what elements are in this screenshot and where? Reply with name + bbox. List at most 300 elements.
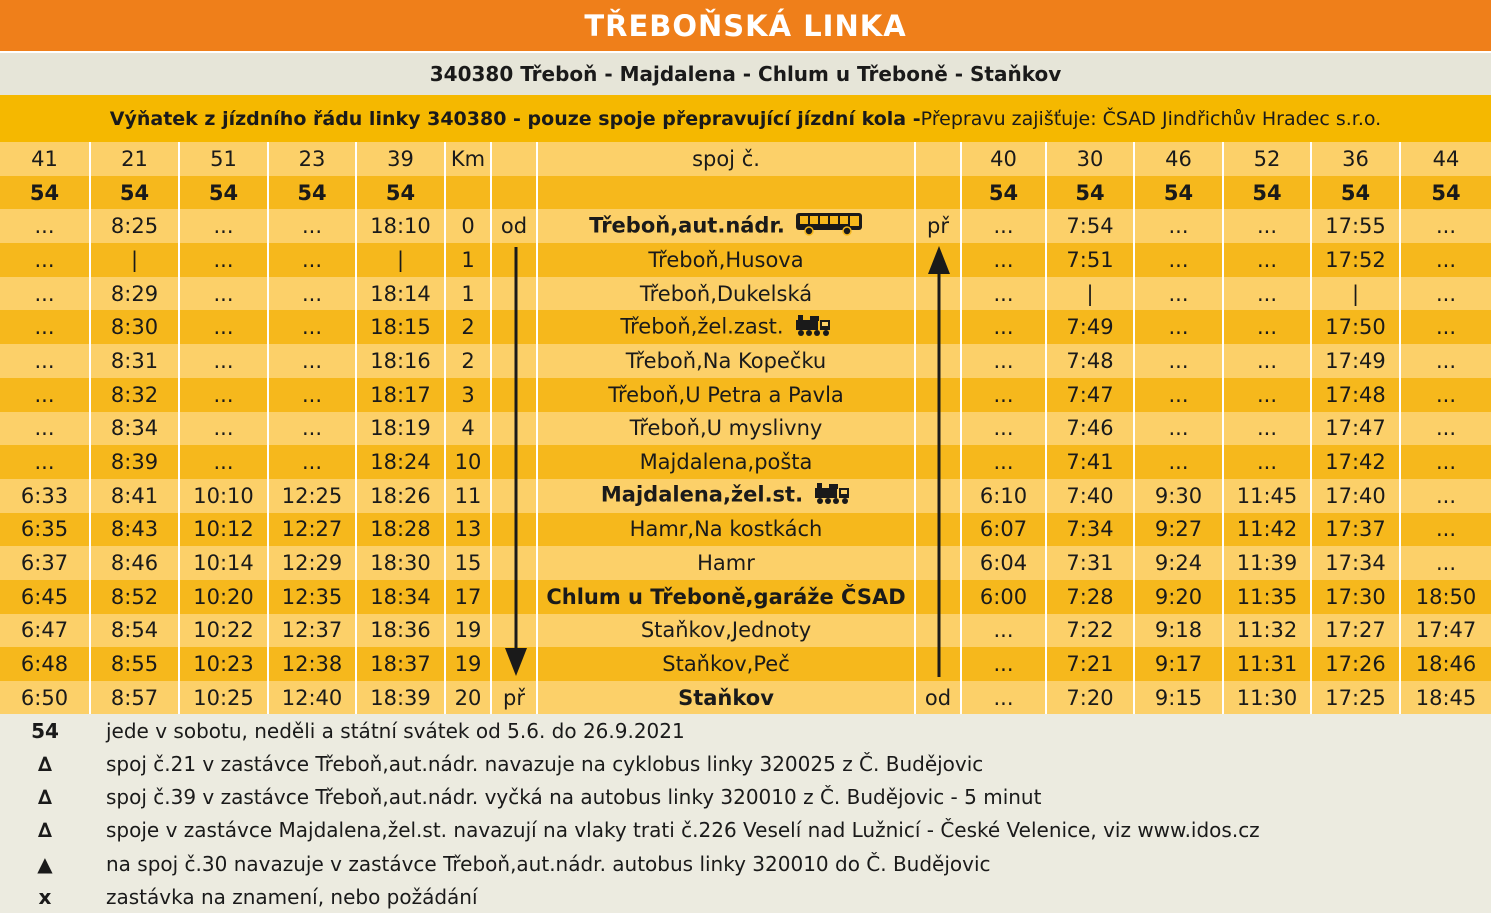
stop-name: Třeboň,U Petra a Pavla xyxy=(608,382,844,407)
km-value: 1 xyxy=(445,243,491,277)
stop-name-cell xyxy=(537,681,915,715)
departure-time: 10:23 xyxy=(179,647,268,681)
departure-time: ... xyxy=(1400,479,1491,513)
stop-name: Majdalena,žel.st. xyxy=(600,482,804,507)
departure-time: 6:35 xyxy=(0,513,90,547)
departure-time: ... xyxy=(0,243,90,277)
departure-time: ... xyxy=(1223,277,1311,311)
stop-name: Chlum u Třeboně,garáže ČSAD xyxy=(546,584,906,609)
departure-time: 10:12 xyxy=(179,513,268,547)
departure-time: 9:15 xyxy=(1134,681,1223,715)
stop-name-cell xyxy=(537,580,915,614)
legend-text: jede v sobotu, neděli a státní svátek od 5.6. do 26.9.2021 xyxy=(106,718,685,743)
departure-time: 7:54 xyxy=(1046,209,1134,243)
table-row xyxy=(0,580,1491,614)
departure-time: 18:14 xyxy=(356,277,445,311)
dir-header-left xyxy=(491,142,537,176)
table-row xyxy=(0,479,1491,513)
departure-time: ... xyxy=(0,378,90,412)
trip-number: 51 xyxy=(179,142,268,176)
direction-marker-left xyxy=(491,513,537,547)
direction-marker-left xyxy=(491,277,537,311)
departure-time: 17:27 xyxy=(1311,614,1400,648)
table-row xyxy=(0,614,1491,648)
departure-time: ... xyxy=(1223,243,1311,277)
departure-time: 18:10 xyxy=(356,209,445,243)
departure-time: 6:33 xyxy=(0,479,90,513)
stop-name: Hamr xyxy=(697,551,755,576)
departure-time: 8:32 xyxy=(90,378,179,412)
departure-time: ... xyxy=(1134,277,1223,311)
departure-time: 17:48 xyxy=(1311,378,1400,412)
departure-time: ... xyxy=(1400,546,1491,580)
carrier-note: Přepravu zajišťuje: ČSAD Jindřichův Hradec s.r.o. xyxy=(920,107,1382,130)
direction-marker-right xyxy=(915,580,961,614)
stop-name-cell xyxy=(537,479,915,513)
departure-time: ... xyxy=(1400,412,1491,446)
departure-time: 8:34 xyxy=(90,412,179,446)
departure-time: ... xyxy=(1134,310,1223,344)
trip-number: 23 xyxy=(268,142,356,176)
km-value: 19 xyxy=(445,647,491,681)
trip-code: 54 xyxy=(268,176,356,210)
departure-time: ... xyxy=(179,243,268,277)
departure-time: 18:26 xyxy=(356,479,445,513)
departure-time: 8:39 xyxy=(90,445,179,479)
km-value: 10 xyxy=(445,445,491,479)
departure-time: ... xyxy=(961,209,1046,243)
excerpt-note-bar xyxy=(0,95,1491,142)
header-code-row xyxy=(0,176,1491,210)
stop-name-cell xyxy=(537,412,915,446)
table-row xyxy=(0,681,1491,715)
trip-code: 54 xyxy=(1134,176,1223,210)
departure-time: ... xyxy=(0,412,90,446)
direction-marker-left xyxy=(491,479,537,513)
departure-time: ... xyxy=(961,647,1046,681)
direction-marker-left xyxy=(491,344,537,378)
km-value: 4 xyxy=(445,412,491,446)
departure-time: 18:37 xyxy=(356,647,445,681)
departure-time: 12:40 xyxy=(268,681,356,715)
table-row xyxy=(0,647,1491,681)
direction-marker-right xyxy=(915,546,961,580)
departure-time: 9:30 xyxy=(1134,479,1223,513)
direction-marker-right: př xyxy=(915,209,961,243)
departure-time: 18:36 xyxy=(356,614,445,648)
departure-time: ... xyxy=(961,277,1046,311)
table-row xyxy=(0,243,1491,277)
departure-time: 18:16 xyxy=(356,344,445,378)
legend-text: na spoj č.30 navazuje v zastávce Třeboň,aut.nádr. autobus linky 320010 do Č. Budějovic xyxy=(106,851,991,876)
stop-name: Staňkov,Jednoty xyxy=(640,618,812,643)
departure-time: 8:43 xyxy=(90,513,179,547)
departure-time: ... xyxy=(0,277,90,311)
departure-time: 7:28 xyxy=(1046,580,1134,614)
km-header: Km xyxy=(445,142,491,176)
departure-time: 11:31 xyxy=(1223,647,1311,681)
table-row xyxy=(0,513,1491,547)
dir-header-right xyxy=(915,142,961,176)
departure-time: 12:27 xyxy=(268,513,356,547)
direction-marker-right xyxy=(915,243,961,277)
departure-time: ... xyxy=(961,310,1046,344)
legend-item xyxy=(0,714,685,747)
legend-item xyxy=(0,881,478,913)
departure-time: 11:45 xyxy=(1223,479,1311,513)
trip-code: 54 xyxy=(356,176,445,210)
departure-time: ... xyxy=(179,209,268,243)
departure-time: ... xyxy=(268,344,356,378)
departure-time: ... xyxy=(179,412,268,446)
route-subtitle-bar xyxy=(0,53,1491,95)
km-value: 2 xyxy=(445,344,491,378)
direction-marker-right: od xyxy=(915,681,961,715)
table-row xyxy=(0,310,1491,344)
trip-number: 46 xyxy=(1134,142,1223,176)
title-bar xyxy=(0,0,1491,53)
departure-time: ... xyxy=(1223,344,1311,378)
timetable xyxy=(0,142,1491,715)
km-value: 15 xyxy=(445,546,491,580)
departure-time: ... xyxy=(1400,277,1491,311)
direction-marker-right xyxy=(915,647,961,681)
stop-name: Třeboň,Na Kopečku xyxy=(625,348,827,373)
km-value: 11 xyxy=(445,479,491,513)
departure-time: ... xyxy=(1400,344,1491,378)
direction-marker-left xyxy=(491,546,537,580)
direction-marker-left xyxy=(491,445,537,479)
departure-time: 18:19 xyxy=(356,412,445,446)
departure-time: 8:31 xyxy=(90,344,179,378)
departure-time: 17:34 xyxy=(1311,546,1400,580)
departure-time: 7:47 xyxy=(1046,378,1134,412)
direction-marker-left xyxy=(491,412,537,446)
departure-time: ... xyxy=(179,378,268,412)
table-row xyxy=(0,546,1491,580)
stop-name: Třeboň,žel.zast. xyxy=(620,314,784,339)
train-icon xyxy=(813,481,851,510)
departure-time: ... xyxy=(1134,209,1223,243)
trip-code: 54 xyxy=(90,176,179,210)
direction-marker-right xyxy=(915,479,961,513)
departure-time: ... xyxy=(179,445,268,479)
dir-empty xyxy=(491,176,537,210)
departure-time: ... xyxy=(1400,513,1491,547)
stop-name: Třeboň,Husova xyxy=(648,247,804,272)
stop-name-cell xyxy=(537,277,915,311)
direction-marker-right xyxy=(915,445,961,479)
departure-time: ... xyxy=(0,310,90,344)
legend-text: spoj č.39 v zastávce Třeboň,aut.nádr. vyčká na autobus linky 320010 z Č. Budějovic - 5 minut xyxy=(106,785,1042,810)
departure-time: 8:29 xyxy=(90,277,179,311)
km-value: 3 xyxy=(445,378,491,412)
km-value: 17 xyxy=(445,580,491,614)
departure-time: 9:24 xyxy=(1134,546,1223,580)
legend-symbol: 54 xyxy=(31,718,59,743)
departure-time: ... xyxy=(961,445,1046,479)
departure-time: | xyxy=(90,243,179,277)
departure-time: 7:31 xyxy=(1046,546,1134,580)
direction-marker-left: př xyxy=(491,681,537,715)
departure-time: 18:30 xyxy=(356,546,445,580)
bus-icon xyxy=(795,212,863,241)
departure-time: 6:50 xyxy=(0,681,90,715)
departure-time: 7:46 xyxy=(1046,412,1134,446)
departure-time: 6:37 xyxy=(0,546,90,580)
route-subtitle: 340380 Třeboň - Majdalena - Chlum u Třeboně - Staňkov xyxy=(429,62,1062,86)
departure-time: 6:10 xyxy=(961,479,1046,513)
direction-marker-right xyxy=(915,412,961,446)
departure-time: 12:38 xyxy=(268,647,356,681)
departure-time: ... xyxy=(1134,412,1223,446)
departure-time: 8:55 xyxy=(90,647,179,681)
legend-symbol: ∆ xyxy=(38,818,52,843)
direction-marker-right xyxy=(915,513,961,547)
stop-name-cell xyxy=(537,513,915,547)
departure-time: ... xyxy=(268,277,356,311)
departure-time: 9:17 xyxy=(1134,647,1223,681)
trip-code: 54 xyxy=(961,176,1046,210)
km-empty xyxy=(445,176,491,210)
departure-time: 7:48 xyxy=(1046,344,1134,378)
trip-number: 41 xyxy=(0,142,90,176)
stop-name-cell xyxy=(537,378,915,412)
departure-time: ... xyxy=(961,412,1046,446)
departure-time: 6:45 xyxy=(0,580,90,614)
departure-time: 12:25 xyxy=(268,479,356,513)
departure-time: 18:45 xyxy=(1400,681,1491,715)
departure-time: ... xyxy=(961,344,1046,378)
km-value: 19 xyxy=(445,614,491,648)
departure-time: 7:34 xyxy=(1046,513,1134,547)
legend-symbol: ∆ xyxy=(38,751,52,776)
departure-time: 10:14 xyxy=(179,546,268,580)
departure-time: 7:41 xyxy=(1046,445,1134,479)
legend-item xyxy=(0,814,1260,847)
stop-name: Třeboň,aut.nádr. xyxy=(589,213,785,238)
trip-code: 54 xyxy=(179,176,268,210)
departure-time: 18:15 xyxy=(356,310,445,344)
km-value: 2 xyxy=(445,310,491,344)
direction-marker-right xyxy=(915,614,961,648)
departure-time: | xyxy=(356,243,445,277)
departure-time: 7:22 xyxy=(1046,614,1134,648)
direction-marker-right xyxy=(915,344,961,378)
departure-time: 7:21 xyxy=(1046,647,1134,681)
departure-time: 9:27 xyxy=(1134,513,1223,547)
legend-item xyxy=(0,781,1041,814)
departure-time: ... xyxy=(1400,310,1491,344)
departure-time: 9:20 xyxy=(1134,580,1223,614)
departure-time: ... xyxy=(0,344,90,378)
departure-time: 17:37 xyxy=(1311,513,1400,547)
departure-time: ... xyxy=(1223,310,1311,344)
departure-time: 17:55 xyxy=(1311,209,1400,243)
direction-marker-left xyxy=(491,243,537,277)
stop-name-cell xyxy=(537,647,915,681)
trip-code: 54 xyxy=(0,176,90,210)
direction-marker-left xyxy=(491,580,537,614)
departure-time: ... xyxy=(0,209,90,243)
departure-time: 7:20 xyxy=(1046,681,1134,715)
departure-time: 17:25 xyxy=(1311,681,1400,715)
trip-number: 39 xyxy=(356,142,445,176)
legend-item xyxy=(0,747,983,780)
departure-time: 6:47 xyxy=(0,614,90,648)
trip-number: 30 xyxy=(1046,142,1134,176)
departure-time: 11:35 xyxy=(1223,580,1311,614)
departure-time: ... xyxy=(1134,378,1223,412)
departure-time: 17:47 xyxy=(1400,614,1491,648)
trip-number: 40 xyxy=(961,142,1046,176)
departure-time: 10:25 xyxy=(179,681,268,715)
direction-marker-left xyxy=(491,614,537,648)
trip-number: 21 xyxy=(90,142,179,176)
table-row xyxy=(0,445,1491,479)
trip-code: 54 xyxy=(1046,176,1134,210)
departure-time: 8:41 xyxy=(90,479,179,513)
departure-time: 10:22 xyxy=(179,614,268,648)
trip-code: 54 xyxy=(1400,176,1491,210)
departure-time: ... xyxy=(179,310,268,344)
legend-symbol: ∆ xyxy=(38,785,52,810)
departure-time: 8:52 xyxy=(90,580,179,614)
departure-time: 11:39 xyxy=(1223,546,1311,580)
departure-time: 6:07 xyxy=(961,513,1046,547)
departure-time: ... xyxy=(1400,445,1491,479)
page-title: TŘEBOŇSKÁ LINKA xyxy=(584,8,907,43)
departure-time: 8:46 xyxy=(90,546,179,580)
trip-number: 36 xyxy=(1311,142,1400,176)
stop-name-cell xyxy=(537,310,915,344)
stop-name-cell xyxy=(537,445,915,479)
departure-time: ... xyxy=(179,277,268,311)
departure-time: ... xyxy=(1400,378,1491,412)
departure-time: ... xyxy=(268,445,356,479)
departure-time: ... xyxy=(1223,378,1311,412)
table-row xyxy=(0,412,1491,446)
departure-time: 18:24 xyxy=(356,445,445,479)
km-value: 13 xyxy=(445,513,491,547)
departure-time: 7:51 xyxy=(1046,243,1134,277)
stop-name: Třeboň,Dukelská xyxy=(639,281,813,306)
stop-name: Třeboň,U myslivny xyxy=(629,416,823,441)
departure-time: 17:26 xyxy=(1311,647,1400,681)
table-row xyxy=(0,209,1491,243)
departure-time: 7:49 xyxy=(1046,310,1134,344)
dir-empty xyxy=(915,176,961,210)
direction-marker-right xyxy=(915,378,961,412)
departure-time: ... xyxy=(961,243,1046,277)
legend-item xyxy=(0,847,991,880)
departure-time: ... xyxy=(1134,344,1223,378)
spoj-header: spoj č. xyxy=(537,142,915,176)
legend-text: zastávka na znamení, nebo požádání xyxy=(106,885,478,909)
trip-number: 44 xyxy=(1400,142,1491,176)
departure-time: | xyxy=(1046,277,1134,311)
departure-time: 8:25 xyxy=(90,209,179,243)
stop-name-cell xyxy=(537,209,915,243)
departure-time: ... xyxy=(268,243,356,277)
departure-time: 11:30 xyxy=(1223,681,1311,715)
stop-name: Staňkov,Peč xyxy=(662,652,790,677)
stop-name: Majdalena,pošta xyxy=(639,450,813,475)
departure-time: 18:39 xyxy=(356,681,445,715)
direction-marker-right xyxy=(915,277,961,311)
departure-time: 12:37 xyxy=(268,614,356,648)
departure-time: 11:32 xyxy=(1223,614,1311,648)
departure-time: 6:48 xyxy=(0,647,90,681)
departure-time: ... xyxy=(1223,412,1311,446)
departure-time: 17:49 xyxy=(1311,344,1400,378)
table-row xyxy=(0,277,1491,311)
stop-name-cell xyxy=(537,614,915,648)
departure-time: ... xyxy=(268,412,356,446)
departure-time: ... xyxy=(1400,243,1491,277)
stop-name-cell xyxy=(537,344,915,378)
departure-time: 10:10 xyxy=(179,479,268,513)
departure-time: ... xyxy=(1223,445,1311,479)
departure-time: 12:35 xyxy=(268,580,356,614)
table-row xyxy=(0,378,1491,412)
departure-time: 18:34 xyxy=(356,580,445,614)
departure-time: 10:20 xyxy=(179,580,268,614)
stop-name-cell xyxy=(537,546,915,580)
departure-time: ... xyxy=(1134,445,1223,479)
departure-time: ... xyxy=(268,209,356,243)
departure-time: 8:30 xyxy=(90,310,179,344)
departure-time: 11:42 xyxy=(1223,513,1311,547)
stop-name: Staňkov xyxy=(678,685,774,710)
direction-marker-left: od xyxy=(491,209,537,243)
departure-time: 17:42 xyxy=(1311,445,1400,479)
trip-code: 54 xyxy=(1311,176,1400,210)
departure-time: 18:17 xyxy=(356,378,445,412)
legend-symbol: x xyxy=(38,885,52,909)
departure-time: 17:40 xyxy=(1311,479,1400,513)
km-value: 1 xyxy=(445,277,491,311)
departure-time: 17:30 xyxy=(1311,580,1400,614)
departure-time: 6:04 xyxy=(961,546,1046,580)
departure-time: 17:50 xyxy=(1311,310,1400,344)
departure-time: 17:52 xyxy=(1311,243,1400,277)
stop-name: Hamr,Na kostkách xyxy=(629,517,823,542)
legend-symbol: ▲ xyxy=(37,851,53,876)
departure-time: ... xyxy=(1134,243,1223,277)
departure-time: 18:50 xyxy=(1400,580,1491,614)
direction-marker-right xyxy=(915,310,961,344)
trip-number: 52 xyxy=(1223,142,1311,176)
departure-time: 17:47 xyxy=(1311,412,1400,446)
table-row xyxy=(0,344,1491,378)
departure-time: ... xyxy=(268,378,356,412)
departure-time: ... xyxy=(179,344,268,378)
departure-time: ... xyxy=(1400,209,1491,243)
departure-time: 9:18 xyxy=(1134,614,1223,648)
departure-time: ... xyxy=(1223,209,1311,243)
stop-name-cell xyxy=(537,243,915,277)
train-icon xyxy=(794,313,832,342)
departure-time: 6:00 xyxy=(961,580,1046,614)
header-trip-row xyxy=(0,142,1491,176)
stop-empty xyxy=(537,176,915,210)
direction-marker-left xyxy=(491,378,537,412)
direction-marker-left xyxy=(491,647,537,681)
excerpt-note-bold: Výňatek z jízdního řádu linky 340380 - pouze spoje přepravující jízdní kola - xyxy=(109,107,921,130)
legend-text: spoj č.21 v zastávce Třeboň,aut.nádr. navazuje na cyklobus linky 320025 z Č. Budějovic xyxy=(106,751,984,776)
departure-time: ... xyxy=(961,681,1046,715)
